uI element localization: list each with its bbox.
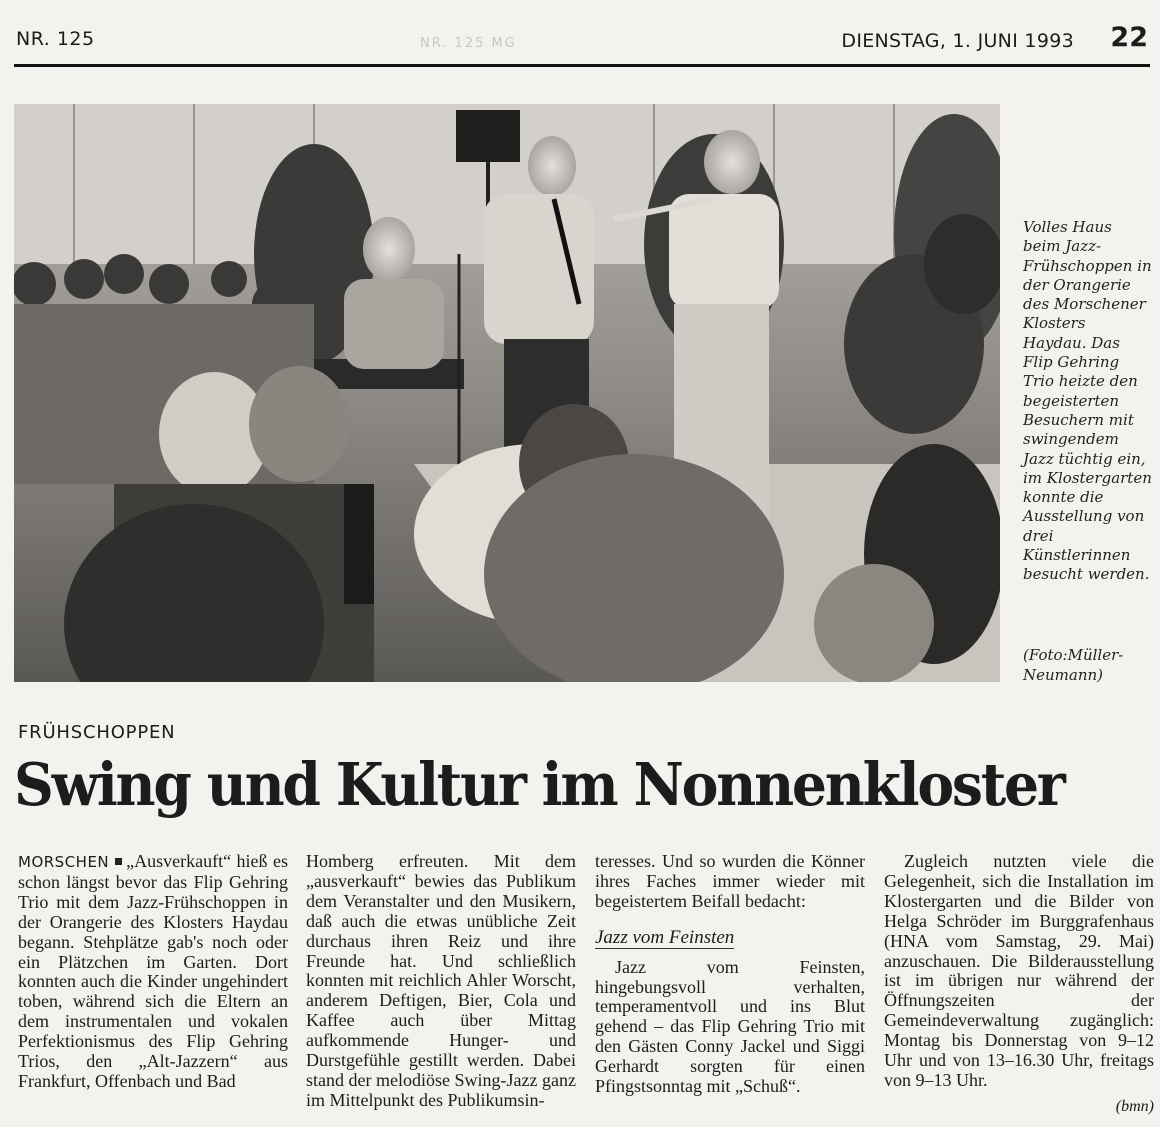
column-3-text-a: teresses. Und so wurden die Könner ihres Faches immer wieder mit begeistertem Beifall bedacht:	[595, 851, 865, 911]
column-3-text-b: Jazz vom Feinsten, hingebungsvoll verhalten, temperamentvoll und ins Blut gehend – das Flip Gehring Trio mit den Gästen Conny Jackel und Siggi Gerhardt sorgten für einen Pfingstsonntag mit „Schuß“.	[595, 956, 865, 1097]
page-number: 22	[1110, 22, 1148, 53]
article-column-4	[884, 852, 1154, 1117]
photo-credit: (Foto:Müller-Neumann)	[1023, 646, 1124, 684]
article-column-1	[18, 852, 288, 1092]
issue-number: NR. 125	[16, 28, 95, 50]
article-dateline: MORSCHEN	[18, 853, 110, 871]
issue-date: DIENSTAG, 1. JUNI 1993	[841, 30, 1074, 52]
column-1-text: „Ausverkauft“ hieß es schon längst bevor das Flip Gehring Trio mit dem Jazz-Frühschoppen in der Orangerie des Klosters Haydau begann. Stehplätze gab's noch oder ein Plätzchen im Garten. Dort konnten auch die Kinder ungehindert toben, während sich die Eltern an dem instrumentalen und vokalen Perfektionismus des Flip Gehring Trios, den „Alt-Jazzern“ aus Frankfurt, Offenbach und Bad	[18, 851, 288, 1091]
photo-jazz-trio-image	[14, 104, 1000, 682]
square-bullet-icon	[115, 858, 122, 865]
masthead-rule	[14, 64, 1150, 67]
bleed-through-text: NR. 125 MG	[420, 36, 517, 51]
photo-jazz-trio	[14, 104, 1000, 682]
article-headline: Swing und Kultur im Nonnenkloster	[14, 750, 1064, 819]
article-column-3	[595, 852, 865, 1097]
column-4-text: Zugleich nutzten viele die Gelegenheit, sich die Installation im Klostergarten und die Bilder von Helga Schröder im Burggrafenhaus (HNA vom Samstag, 29. Mai) anzuschauen. Die Bilderausstellung ist im übrigen nur während der Öffnungszeiten der Gemeindeverwaltung zugänglich: Montag bis Donnerstag von 9–12 Uhr und von 13–16.30 Uhr, freitags von 9–13 Uhr.	[884, 851, 1154, 1090]
column-2-text: Homberg erfreuten. Mit dem „ausverkauft“ bewies das Publikum dem Veranstalter und den Musikern, daß auch die etwas unübliche Zeit durchaus ihren Reiz und ihre Freunde hat. Und schließlich konnten mit reichlich Ahler Worscht, anderem Deftigen, Bier, Cola und Kaffee auch über Mittag aufkommende Hunger- und Durstgefühle gestillt werden. Dabei stand der melodiöse Swing-Jazz ganz im Mittelpunkt des Publikumsin-	[306, 851, 576, 1110]
author-signature: (bmn)	[1115, 1097, 1154, 1115]
article-subheading	[595, 928, 865, 948]
photo-caption	[1023, 218, 1153, 585]
caption-text: Volles Haus beim Jazz-Frühschoppen in der Orangerie des Morschener Klosters Haydau. Das Flip Gehring Trio heizte den begeisterten Besuchern mit swingendem Jazz tüchtig ein, im Klostergarten konnte die Ausstellung von drei Künstlerinnen besucht werden.	[1023, 218, 1152, 584]
subheading-text: Jazz vom Feinsten	[595, 926, 735, 948]
masthead	[14, 22, 1150, 62]
article-kicker: FRÜHSCHOPPEN	[18, 722, 176, 743]
article-column-2	[306, 852, 576, 1111]
